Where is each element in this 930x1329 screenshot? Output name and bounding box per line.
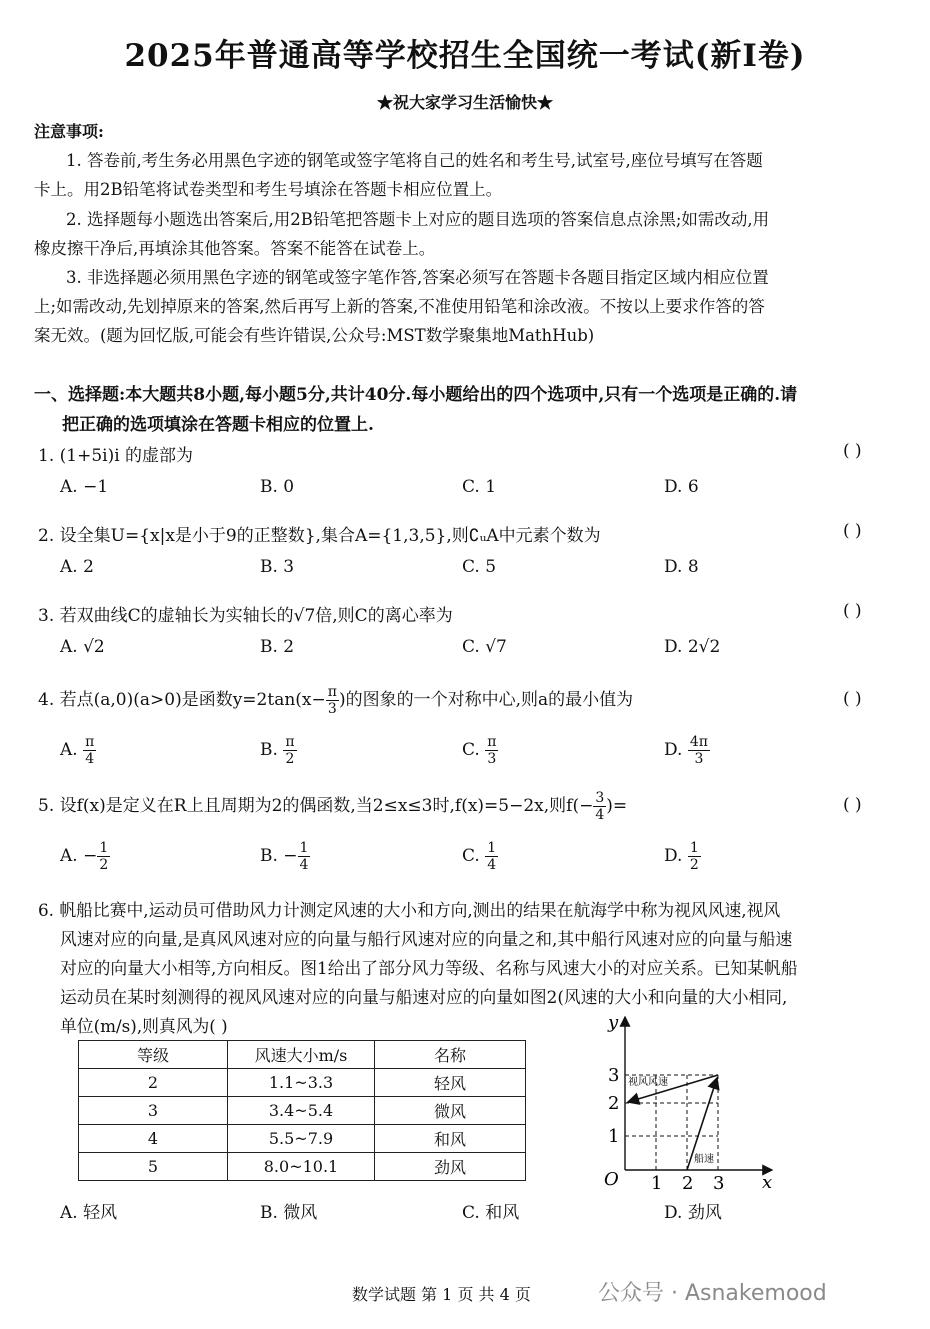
table-cell: 微风 bbox=[375, 1097, 526, 1125]
option-b: B. 2 bbox=[260, 637, 295, 657]
option-letter: C. bbox=[462, 740, 480, 760]
option-letter: A. bbox=[60, 740, 78, 760]
notice-line: 上;如需改动,先划掉原来的答案,然后再写上新的答案,不准使用铅笔和涂改液。不按以上要求作答的答 bbox=[34, 297, 765, 316]
stem-part: 5. 设f(x)是定义在R上且周期为2的偶函数,当2≤x≤3时,f(x)=5−2x,则f(− bbox=[38, 796, 594, 816]
option-b: B. 0 bbox=[260, 477, 295, 497]
y-axis-label: y bbox=[608, 1012, 619, 1033]
y-tick: 2 bbox=[608, 1093, 620, 1114]
fraction bbox=[326, 684, 339, 717]
fraction bbox=[485, 840, 498, 873]
option-letter: A. − bbox=[60, 846, 98, 866]
numerator: π bbox=[327, 684, 337, 700]
notice-line: 卡上。用2B铅笔将试卷类型和考生号填涂在答题卡相应位置上。 bbox=[34, 180, 503, 199]
question-3-stem: 3. 若双曲线C的虚轴长为实轴长的√7倍,则C的离心率为 bbox=[38, 606, 453, 626]
table-row bbox=[79, 1153, 526, 1181]
origin-label: O bbox=[604, 1169, 619, 1190]
option-c: C. 5 bbox=[462, 557, 497, 577]
answer-paren: ( ) bbox=[843, 601, 862, 621]
option-a bbox=[60, 840, 110, 873]
option-a: A. √2 bbox=[60, 637, 105, 657]
numerator: π bbox=[285, 734, 295, 750]
numerator: 1 bbox=[299, 840, 309, 856]
denominator: 2 bbox=[689, 857, 699, 873]
option-d bbox=[664, 840, 701, 873]
option-letter: B. bbox=[260, 740, 278, 760]
watermark: 公众号 · Asnakemood bbox=[598, 1281, 827, 1306]
question-1-stem: 1. (1+5i)i 的虚部为 bbox=[38, 446, 194, 466]
x-tick: 2 bbox=[682, 1173, 694, 1194]
table-cell: 轻风 bbox=[375, 1069, 526, 1097]
numerator: 4π bbox=[689, 734, 708, 750]
numerator: π bbox=[487, 734, 497, 750]
denominator: 4 bbox=[85, 751, 95, 767]
question-6-line: 风速对应的向量,是真风风速对应的向量与船行风速对应的向量之和,其中船行风速对应的向量与船速 bbox=[60, 929, 793, 949]
table-cell: 8.0~10.1 bbox=[228, 1153, 375, 1181]
notice-line: 橡皮擦干净后,再填涂其他答案。答案不能答在试卷上。 bbox=[34, 239, 436, 258]
question-6-line: 6. 帆船比赛中,运动员可借助风力计测定风速的大小和方向,测出的结果在航海学中称为视风风速,视风 bbox=[38, 900, 781, 920]
table-cell: 1.1~3.3 bbox=[228, 1069, 375, 1097]
page-subtitle: ★祝大家学习生活愉快★ bbox=[376, 93, 553, 112]
denominator: 3 bbox=[694, 751, 704, 767]
table-cell: 4 bbox=[79, 1125, 228, 1153]
denominator: 2 bbox=[285, 751, 295, 767]
option-a bbox=[60, 734, 96, 767]
question-6-line: 单位(m/s),则真风为( ) bbox=[60, 1016, 228, 1036]
page-footer: 数学试题 第 1 页 共 4 页 bbox=[352, 1285, 531, 1304]
fraction bbox=[298, 840, 311, 873]
fraction bbox=[485, 734, 498, 767]
option-b: B. 微风 bbox=[260, 1203, 318, 1223]
section-heading: 一、选择题:本大题共8小题,每小题5分,共计40分.每小题给出的四个选项中,只有一个选项是正确的.请 bbox=[34, 385, 798, 405]
stem-part: )的图象的一个对称中心,则a的最小值为 bbox=[338, 690, 634, 710]
table-cell: 和风 bbox=[375, 1125, 526, 1153]
question-4-stem bbox=[38, 684, 633, 717]
numerator: 1 bbox=[487, 840, 497, 856]
y-tick: 3 bbox=[608, 1065, 620, 1086]
x-axis-label: x bbox=[762, 1172, 773, 1193]
option-b bbox=[260, 840, 310, 873]
x-tick: 1 bbox=[651, 1173, 663, 1194]
table-cell: 5.5~7.9 bbox=[228, 1125, 375, 1153]
fraction bbox=[688, 840, 701, 873]
option-a: A. 2 bbox=[60, 557, 94, 577]
page-title: 2025年普通高等学校招生全国统一考试(新I卷) bbox=[124, 38, 806, 74]
table-row bbox=[79, 1097, 526, 1125]
apparent-wind-label: 视风风速 bbox=[628, 1077, 668, 1088]
option-letter: D. bbox=[664, 740, 683, 760]
option-c: C. 和风 bbox=[462, 1203, 520, 1223]
stem-part: 4. 若点(a,0)(a>0)是函数y=2tan(x− bbox=[38, 690, 326, 710]
table-row bbox=[79, 1125, 526, 1153]
option-c bbox=[462, 734, 498, 767]
table-cell: 2 bbox=[79, 1069, 228, 1097]
stem-part: )= bbox=[606, 796, 628, 816]
question-2-stem: 2. 设全集U={x|x是小于9的正整数},集合A={1,3,5},则∁ᵤA中元素个数为 bbox=[38, 526, 601, 546]
option-d: D. 2√2 bbox=[664, 637, 721, 657]
table-header: 风速大小m/s bbox=[228, 1041, 375, 1069]
y-tick: 1 bbox=[608, 1126, 620, 1147]
fraction bbox=[97, 840, 110, 873]
option-d bbox=[664, 734, 710, 767]
option-letter: B. − bbox=[260, 846, 298, 866]
denominator: 4 bbox=[595, 807, 605, 823]
option-letter: D. bbox=[664, 846, 683, 866]
option-d: D. 6 bbox=[664, 477, 699, 497]
denominator: 3 bbox=[327, 701, 337, 717]
option-d: D. 劲风 bbox=[664, 1203, 722, 1223]
denominator: 4 bbox=[487, 857, 497, 873]
numerator: π bbox=[85, 734, 95, 750]
question-6-line: 对应的向量大小相等,方向相反。图1给出了部分风力等级、名称与风速大小的对应关系。已知某帆船 bbox=[60, 958, 798, 978]
fraction bbox=[283, 734, 296, 767]
notice-line: 案无效。(题为回忆版,可能会有些许错误,公众号:MST数学聚集地MathHub) bbox=[34, 326, 595, 345]
option-a: A. −1 bbox=[60, 477, 109, 497]
denominator: 4 bbox=[299, 857, 309, 873]
table-cell: 劲风 bbox=[375, 1153, 526, 1181]
question-6-line: 运动员在某时刻测得的视风风速对应的向量与船速对应的向量如图2(风速的大小和向量的大小相同, bbox=[60, 987, 788, 1007]
numerator: 1 bbox=[99, 840, 109, 856]
option-b: B. 3 bbox=[260, 557, 295, 577]
answer-paren: ( ) bbox=[843, 441, 862, 461]
table-cell: 3 bbox=[79, 1097, 228, 1125]
option-c: C. 1 bbox=[462, 477, 497, 497]
notice-line: 3. 非选择题必须用黑色字迹的钢笔或签字笔作答,答案必须写在答题卡各题目指定区域内相应位置 bbox=[66, 268, 769, 287]
section-heading-cont: 把正确的选项填涂在答题卡相应的位置上. bbox=[62, 415, 374, 435]
boat-speed-label: 船速 bbox=[694, 1154, 714, 1165]
numerator: 3 bbox=[595, 790, 605, 806]
table-header: 等级 bbox=[79, 1041, 228, 1069]
question-5-stem bbox=[38, 790, 627, 823]
option-b bbox=[260, 734, 297, 767]
table-header-row bbox=[79, 1041, 526, 1069]
table-row bbox=[79, 1069, 526, 1097]
notice-heading: 注意事项: bbox=[34, 122, 104, 141]
option-d: D. 8 bbox=[664, 557, 699, 577]
answer-paren: ( ) bbox=[843, 521, 862, 541]
denominator: 3 bbox=[487, 751, 497, 767]
table-cell: 5 bbox=[79, 1153, 228, 1181]
fraction bbox=[593, 790, 606, 823]
option-c: C. √7 bbox=[462, 637, 507, 657]
option-a: A. 轻风 bbox=[60, 1203, 118, 1223]
table-header: 名称 bbox=[375, 1041, 526, 1069]
denominator: 2 bbox=[99, 857, 109, 873]
answer-paren: ( ) bbox=[843, 689, 862, 709]
numerator: 1 bbox=[689, 840, 699, 856]
fraction bbox=[688, 734, 710, 767]
x-tick: 3 bbox=[713, 1173, 725, 1194]
fraction bbox=[83, 734, 96, 767]
vector-figure bbox=[590, 1005, 790, 1195]
notice-line: 2. 选择题每小题选出答案后,用2B铅笔把答题卡上对应的题目选项的答案信息点涂黑;如需改动,用 bbox=[66, 210, 770, 229]
option-c bbox=[462, 840, 498, 873]
notice-line: 1. 答卷前,考生务必用黑色字迹的钢笔或签字笔将自己的姓名和考生号,试室号,座位号填写在答题 bbox=[66, 151, 763, 170]
table-cell: 3.4~5.4 bbox=[228, 1097, 375, 1125]
wind-scale-table bbox=[78, 1040, 526, 1181]
answer-paren: ( ) bbox=[843, 795, 862, 815]
option-letter: C. bbox=[462, 846, 480, 866]
